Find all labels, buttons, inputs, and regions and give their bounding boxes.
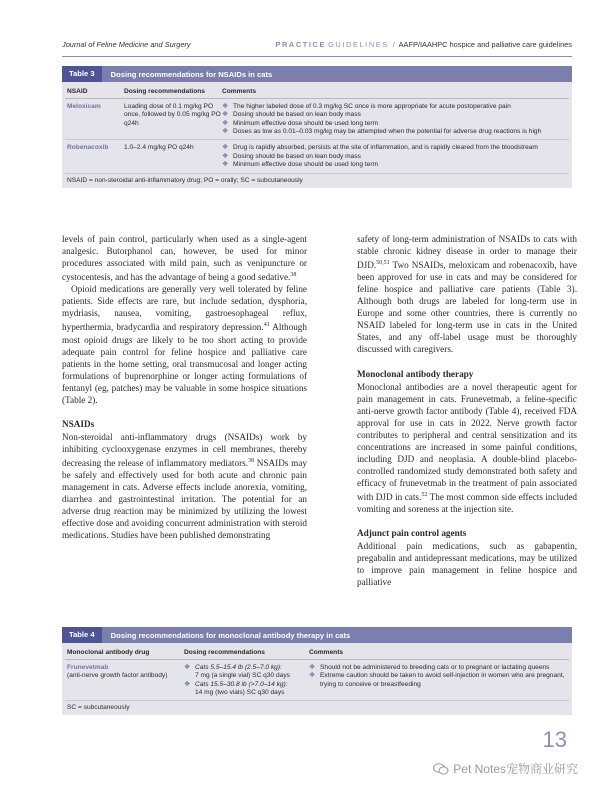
section-practice: PRACTICE bbox=[275, 40, 326, 49]
table-3-header-row bbox=[65, 82, 569, 99]
table-header-cell: NSAID bbox=[67, 88, 88, 95]
table-4-footnote: SC = subcutaneously bbox=[67, 704, 130, 712]
drug-description: (anti-nerve growth factor antibody) bbox=[67, 672, 168, 680]
table-3-title-bar bbox=[62, 66, 572, 82]
table-4-title-bar bbox=[62, 627, 572, 643]
header-rule bbox=[62, 56, 572, 57]
section-heading-nsaids: NSAIDs bbox=[62, 418, 95, 429]
comment-item: ❖ Drug is rapidly absorbed, persists at the site of inflammation, and is rapidly cleared from the bloodstream bbox=[222, 144, 538, 152]
table-4 bbox=[62, 627, 572, 715]
diamond-bullet-icon: ❖ bbox=[222, 103, 229, 110]
watermark-text: Pet Notes宠物商业研究 bbox=[453, 762, 578, 776]
diamond-bullet-icon: ❖ bbox=[222, 128, 229, 136]
comment-item: ❖ Minimum effective dose should be used long term bbox=[222, 119, 379, 127]
diamond-bullet-icon: ❖ bbox=[222, 152, 229, 160]
comment-item: ❖ The higher labeled dose of 0.3 mg/kg SC once is more appropriate for acute postoperative pain bbox=[222, 103, 511, 110]
table-4-header-row bbox=[65, 643, 569, 660]
table-3-title: Dosing recommendations for NSAIDs in cats bbox=[110, 69, 273, 79]
dose-cell: 1.0–2.4 mg/kg PO q24h bbox=[124, 144, 194, 152]
comment-item: ❖ Should not be administered to breeding cats or to pregnant or lactating queens bbox=[309, 664, 550, 671]
drug-name: Frunevetmab bbox=[67, 664, 109, 671]
section-guidelines: GUIDELINES bbox=[328, 40, 389, 49]
table-header-cell: Dosing recommendations bbox=[184, 649, 265, 656]
journal-name: Journal of Feline Medicine and Surgery bbox=[62, 40, 191, 49]
section-title bbox=[275, 40, 572, 49]
body-column-left bbox=[62, 233, 307, 541]
table-4-title: Dosing recommendations for monoclonal antibody therapy in cats bbox=[110, 630, 351, 640]
series-title: AAFP/IAAHPC hospice and palliative care guidelines bbox=[398, 40, 572, 49]
diamond-bullet-icon: ❖ bbox=[222, 161, 229, 169]
table-3 bbox=[62, 66, 572, 188]
diamond-bullet-icon: ❖ bbox=[222, 119, 229, 127]
table-header-cell: Dosing recommendations bbox=[124, 88, 205, 95]
table-4-number: Table 4 bbox=[62, 627, 102, 643]
table-3-body bbox=[62, 82, 572, 188]
table-3-footnote: NSAID = non-steroidal anti-inflammatory drug; PO = orally; SC = subcutaneously bbox=[67, 176, 303, 184]
table-3-number: Table 3 bbox=[62, 66, 102, 82]
table-header-cell: Comments bbox=[222, 88, 257, 95]
diamond-bullet-icon: ❖ bbox=[222, 111, 229, 119]
comments-cell bbox=[309, 664, 569, 697]
paragraph: safety of long-term administration of NSAIDs to cats with stable chronic kidney disease in order to manage their DJD.$^{50,51}$ Two NSAIDs, meloxicam and robenacoxib, have been approved for use in cats and may be considered for feline hospice and palliative care patients (Table 3). Although both drugs are labeled for long-term use in Europe and some other countries, there is currently no NSAID labeled for long-term use in cats in the United States, and any off-label usage must be thoroughly discussed with caregivers. bbox=[357, 234, 577, 355]
paragraph: Monoclonal antibodies are a novel therapeutic agent for pain management in cats. Frunevetmab, a feline-specific anti-nerve growth factor antibody (Table 4), received FDA approval for use in cats in 2022. Nerve growth factor contributes to peripheral and central sensitization and its concentrations are increased in some painful conditions, including DJD and neoplasia. A double-blind placebo-controlled randomized study demonstrated both safety and efficacy of frunevetmab in the treatment of pain associated with DJD in cats.$^{52}$ The most common side effects included vomiting and soreness at the injection site. bbox=[357, 381, 578, 515]
comment-item: ❖ Doses as low as 0.01–0.03 mg/kg may be attempted when the potential for adverse drug reactions is high bbox=[222, 128, 542, 136]
table-row bbox=[65, 140, 569, 173]
comments-cell bbox=[222, 144, 569, 169]
diamond-bullet-icon: ❖ bbox=[309, 664, 316, 671]
comment-item: ❖ Extreme caution should be taken to avoid self-injection in women who are pregnant, trying to conceive or breastfeeding bbox=[309, 672, 565, 688]
table-header-cell: Comments bbox=[309, 649, 344, 656]
paragraph: Additional pain medications, such as gabapentin, pregabalin and antidepressant medications, may be utilized to improve pain management in feline hospice and palliative bbox=[357, 541, 577, 588]
running-header bbox=[62, 40, 572, 54]
diamond-bullet-icon: ❖ bbox=[309, 672, 316, 680]
table-row bbox=[65, 660, 569, 701]
paragraph: Opioid medications are generally very well tolerated by feline patients. Side effects are rare, but include sedation, dysphoria, mydriasis, nausea, vomiting, gastroesophageal reflux, hyperthermia, bradycardia and respiratory depression.$^{41}$ Although most opioid drugs are likely to be too short acting to provide adequate pain control for feline hospice and palliative care patients in the home setting, oral transmucosal and longer acting formulations of buprenorphine or longer acting formulations of fentanyl (eg, patches) may be valuable in some hospice situations (Table 2). bbox=[62, 284, 307, 405]
drug-name: Robenacoxib bbox=[67, 144, 109, 152]
paragraph: levels of pain control, particularly when used as a single-agent analgesic. Butorphanol can, however, be used for minor procedures associated with mild pain, such as venipuncture or cystocentesis, and has the advantage of being a good sedative.$^{38}$ bbox=[62, 234, 307, 283]
paragraph: Non-steroidal anti-inflammatory drugs (NSAIDs) work by inhibiting cyclooxygenase enzymes in cell membranes, thereby decreasing the release of inflammatory mediators.$^{38}$ NSAIDs may be safely and effectively used for both acute and chronic pain management in cats. Adverse effects include anorexia, vomiting, diarrhea and gastrointestinal irritation. The potential for an adverse drug reaction may be minimized by utilizing the lowest effective dose and avoiding concurrent administration with steroid medications. Studies have been published demonstrating bbox=[62, 431, 307, 541]
drug-cell bbox=[65, 664, 184, 697]
table-header-cell: Monoclonal antibody drug bbox=[67, 649, 150, 656]
dose-item: ❖ Cats 15.5–30.8 lb (>7.0–14 kg): 14 mg (two vials) SC q30 days bbox=[184, 680, 288, 697]
table-4-body bbox=[62, 643, 572, 715]
drug-name: Meloxicam bbox=[67, 103, 101, 110]
table-row bbox=[65, 99, 569, 140]
comments-cell bbox=[222, 103, 569, 136]
diamond-bullet-icon: ❖ bbox=[222, 144, 229, 152]
comment-item: ❖ Dosing should be based on lean body mass bbox=[222, 111, 361, 119]
citation: 52 bbox=[421, 492, 428, 498]
section-heading-adjunct: Adjunct pain control agents bbox=[357, 528, 467, 539]
dose-cell bbox=[184, 664, 309, 697]
dose-item: ❖ Cats 5.5–15.4 lb (2.5–7.0 kg): 7 mg (a single vial) SC q30 days bbox=[184, 664, 290, 680]
page-number: 13 bbox=[542, 727, 567, 752]
citation: 38 bbox=[290, 272, 297, 279]
citation: 41 bbox=[263, 322, 270, 329]
header-separator: / bbox=[392, 40, 395, 49]
wechat-icon bbox=[433, 763, 449, 775]
section-heading-monoclonal: Monoclonal antibody therapy bbox=[357, 368, 474, 379]
citation: 50,51 bbox=[376, 260, 390, 267]
body-column-right bbox=[357, 233, 577, 588]
citation: 38 bbox=[248, 457, 254, 464]
diamond-bullet-icon: ❖ bbox=[184, 664, 191, 671]
dose-cell: Loading dose of 0.1 mg/kg PO once, followed by 0.05 mg/kg PO q24h bbox=[124, 103, 221, 127]
comment-item: ❖ Dosing should be based on lean body mass bbox=[222, 152, 361, 160]
diamond-bullet-icon: ❖ bbox=[184, 680, 191, 688]
comment-item: ❖ Minimum effective dose should be used long term bbox=[222, 161, 379, 169]
watermark bbox=[433, 760, 578, 777]
